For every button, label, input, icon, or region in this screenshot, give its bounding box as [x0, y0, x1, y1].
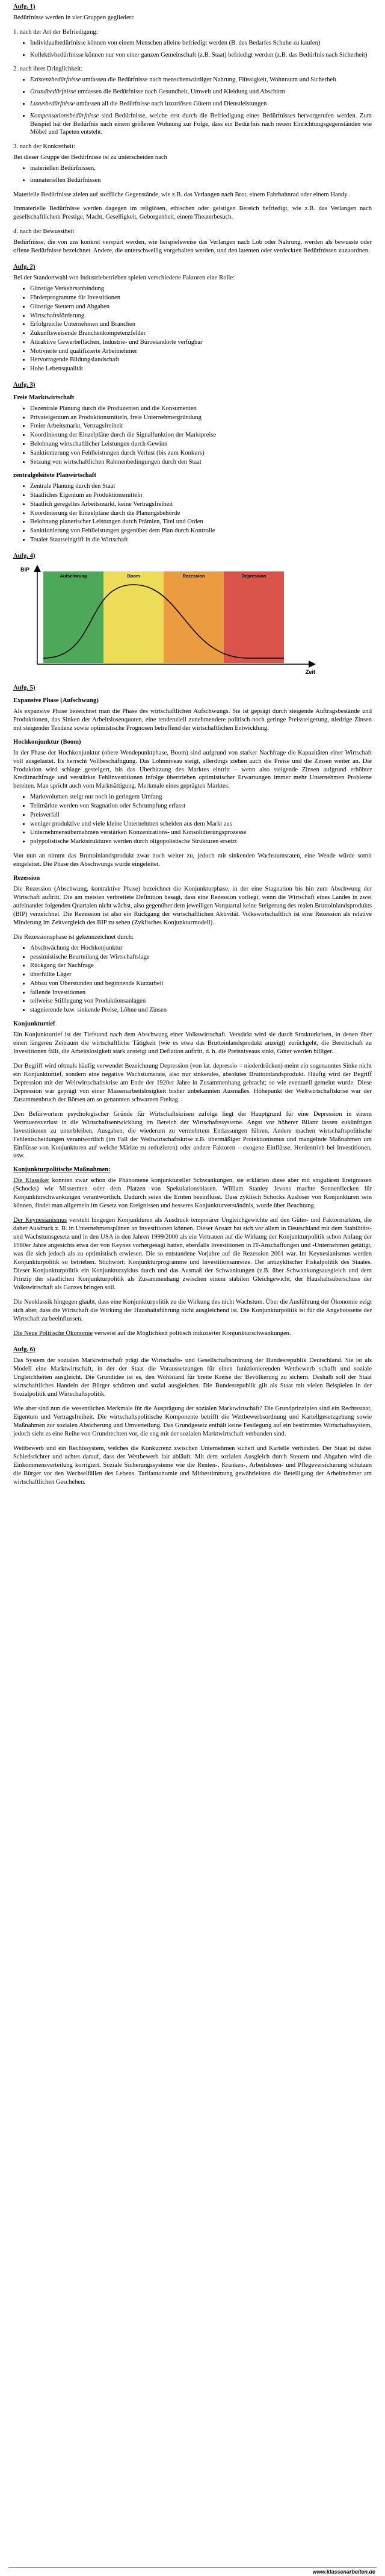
list-item: • Abbau von Überstunden und beginnende Kurzarbeit — [30, 980, 372, 988]
term-text: umfassen all die Bedürfnisse nach luxuriösen Gütern und Dienstleistungen — [75, 100, 267, 107]
list-item: • Abschwächung der Hochkonjunktur — [30, 944, 372, 953]
phase-label: Aufschwung — [60, 573, 87, 579]
x-axis-label: Zeit — [306, 668, 316, 675]
expansion-title: Expansive Phase (Aufschwung) — [13, 697, 99, 704]
category-3-list — [13, 164, 372, 185]
task-1-heading: Aufg. 1) — [13, 4, 35, 10]
list-item: • Wirtschaftsförderung — [30, 312, 372, 320]
term-label: Die Neue Politische Ökonomie — [13, 1330, 93, 1337]
list-item: • Zukunftsweisende Branchenkompetenzfelder — [30, 329, 372, 338]
policy-measures-title: Konjunkturpolitische Maßnahmen: — [13, 1166, 111, 1174]
list-item: • pessimistische Beurteilung der Wirtschaftslage — [30, 953, 372, 962]
recession-text: Die Rezession (Abschwung, kontraktive Phase) bezeichnet die Konjunkturphase, in der eine Stagnation bis hin zum Abschwung der Wirtschaft auftritt. Die am meisten verbreitete Definition besagt, dass eine Rezession vorliegt, wenn die Wirtschaft eines Landes in zwei aufeinander folgenden Quartalen nicht wächst, also gegenüber dem jeweiligen Vorquartal keine Steigerung des realen Bruttoinlandsprodukts (BIP) verzeichnet. Die Rezession ist also ein Rückgang der wirtschaftlichen Aktivität. Volkswirtschaftlich ist eine Rezession als relative Minderung im Zeitvergleich des BIP zu sehen (Zyklisches Konjunkturmodell). — [13, 885, 372, 926]
task-4-heading: Aufg. 4) — [13, 552, 35, 559]
phase-band — [224, 571, 284, 663]
expansion-text: Als expansive Phase bezeichnet man die Phase des wirtschaftlichen Aufschwungs. Sie ist geprägt durch steigende Auftragsbestände und Produktionen, das Sinken der Arbeitslosenquoten, eine tendenziell zunehmendere politisch noch geringe Preissteigerung, niedrige Zinsen mit steigender Tendenz sowie optimistische Prognosen betreffend der wirtschaftlichen Entwicklung. — [13, 708, 372, 732]
list-item: • Freier Arbeitsmarkt, Vertragsfreiheit — [30, 422, 372, 431]
list-item: • Dezentrale Planung durch die Produzenten und die Konsumenten — [30, 405, 372, 413]
term-label: Existenzbedürfnisse — [30, 76, 81, 84]
list-item: • Staatliches Eigentum an Produktionsmitteln — [30, 491, 372, 500]
list-item: • Erfolgreiche Unternehmen und Branchen — [30, 320, 372, 329]
recession-list — [13, 944, 372, 1015]
list-item: • teilweise Stilllegung von Produktionsanlagen — [30, 997, 372, 1006]
list-item: • Privateigentum an Produktionsmitteln, freie Unternehmergründung — [30, 414, 372, 422]
list-item: • Günstige Steuern und Abgaben — [30, 303, 372, 311]
list-item: • polypolistische Marktstrukturen werden durch oligopolistische Strukturen ersetzt — [30, 838, 372, 846]
category-2-title: 2. nach ihrer Dringlichkeit: — [13, 66, 83, 73]
trough-text-1: Ein Konjunkturtief ist der Tiefstand nach dem Abschwung einer Volkswirtschaft. Verstärkt wird sie durch Strukturkrisen, in denen über einen längeren Zeitraum die wirtschaftliche Tätigkeit (wie es etwa das Bruttoinlandsprodukt anzeigt) zurückgeht, die Bereitschaft zu Investitionen fällt, die Arbeitslosigkeit stark ansteigt und Deflation auftritt, d. h. die Preisniveaus sinkt, Güter werden billiger. — [13, 1031, 372, 1055]
term-text: sind Bedürfnisse, welche erst durch die Befriedigung eines Bedürfnisses hervorgerufen werden. Zum Beispiel hat der Bedürfnis nach einem größeren Wohnung zur Folge, dass ein Bedürfnis nach neuen Einrichtungsgegenständen wie Möbel und Tapeten entsteht. — [30, 112, 372, 136]
list-item — [30, 112, 372, 137]
term-text: versteht hingegen Konjunkturen als Ausdruck temporärer Ungleichgewichte auf den Güter- und Faktormärkten, die daher Ausdruck z. B. in Unternehmensplänen an Investitionen können. Dieser Ansatz hat sich vor allem in Deutschland mit dem Stabilitäts- und Wachstumsgesetz und in den USA in den Jahren 1999/2000 als ein Vertrauen auf die Wirkung der Konjunkturpolitik schon Anfang der 1980er Jahre angesichts etwa der von Keynes vorhergesagt hatten, ebenfalls Investitionen in IT-Anschaffungen und -Unternehmen getätigt, was die sich jedoch als zu optimistisch erwiesen. Die so entstandene Vorjahre auf die Rezession 2001 war. Im Keynesianismus werden Konjunkturpolitik so betrieben. Stichwort: Konjunkturprogramme und Investitionsanreize. Der antizyklischer Fiskalpolitik des Staates. Dieser Konjunkturpolitik ein Konjunkturzyklus durch und das Ausmaß der Schwankungen (z.B. über Schwankungsausgleich und dem Prinzip der staatlichen Konjunkturpolitik als Zusammenhang zwischen einem stabilen Gleichgewicht, der Haushaltsüberschuss der Volkswirtschaft als Ganzes bringen soll. — [13, 1217, 372, 1292]
list-item: • Teilmärkte werden von Stagnation oder Schrumpfung erfasst — [30, 802, 372, 810]
term-text: umfassen die Bedürfnisse nach Gesundheit, Umwelt und Kleidung und Abschirm — [76, 89, 285, 96]
policy-classics-text — [13, 1177, 372, 1210]
list-item: • Förderprogramme für Investitionen — [30, 294, 372, 302]
boom-title: Hochkonjunktur (Boom) — [13, 738, 81, 745]
list-item: • Zentrale Planung durch den Staat — [30, 482, 372, 491]
list-item: • Sanktionierung von Fehlleistungen gegenüber dem Plan durch Kontrolle — [30, 527, 372, 535]
list-item — [30, 100, 372, 108]
category-1-title: 1. nach der Art der Befriedigung: — [13, 28, 98, 36]
task-6-paragraph-2: Wie aber sind nun die wesentlichen Merkmale für die Ausprägung der sozialen Marktwirtschaft? Die Grundprinzipien sind ein Rechtsstaat, Eigentum und Vertragsfreiheit. Die wirtschaftspolitische Komponente betrifft die Wettbewerbsordnung und Kartellgesetzgebung sowie Maßnahmen zur sozialen Absicherung und Umverteilung. Das Grundgesetz enthält keine Festlegung auf ein bestimmtes Wirtschaftssystem, jedoch sieht es eine Reihe von Grundrechten vor, die eng mit der sozialen Marktwirtschaft verbunden sind. — [13, 1405, 372, 1437]
market-economy-title: Freie Marktwirtschaft — [13, 394, 75, 401]
list-item — [30, 88, 372, 96]
term-label: Grundbedürfnisse — [30, 89, 76, 96]
trough-text-2: Der Begriff wird oftmals häufig verwendet Bezeichnung Depression (von lat. depressio = niederdrücken) meint ein sogenanntes Sinke nicht ein Konjunkturtief, sondern eine negative Wachstumsrate, also nur sinkendes, absolutes Bruttoinlandsprodukt. Häufig wird der Begriff Depression mit der Weltwirtschaftskrise am Ende der 1920er Jahre in Zusammenhang gebracht; so wie eventuell gemeint wurde. Diese Depression war geprägt von einer Massenarbeitslosigkeit bisher unbekannten Ausmaßes. Höhepunkt der Weltwirtschaftskrise war der Zusammenbruch der Börsen am so genannten schwarzen Freitag. — [13, 1062, 372, 1103]
list-item: • fallende Investitionen — [30, 989, 372, 997]
boom-text: In der Phase der Hochkonjunktur (obere Wendepunktphase, Boom) sind aufgrund von starker Nachfrage die Kapazitäten einer Wirtschaft voll ausgelastet. Es herrscht Vollbeschäftigung. Das Lohnniveau steigt, allerdings ziehen auch die Preise und die Zinsen weiter an. Die Produktion wird schlage gesteigert, bis das Überhitzung des Marktes eintritt – wenn also steigende Zinsen aufgrund erhöhter Kreditnachfrage und verstärkte Fehlinvestitionen infolge übertrieben optimistischer Erwartungen immer mehr Unternehmen Probleme bereiten. Man spricht auch vom Marktsättigung. Merkmale eines geprägten Marktes: — [13, 749, 372, 790]
task-2-intro: Bei der Standortwahl von Industriebetrieben spielen verschiedene Faktoren eine Rolle: — [13, 275, 235, 282]
term-text: konnten zwar schon die Phänomene konjunktureller Schwankungen, sie erklärten diese aber mit singulären Ereignissen (Schocks) wie Missernten oder dem Platzen von Spekulationsblasen. William Stanley Jevons machte Sonnenflecken für Konjunkturschwankungen verantwortlich. Dadurch seien die Ernten beeinflusst. Dass zyklisch Schocks Auslöser von Konjunkturen sein können, findet man allgemein im Gesetz von Ereignissen und besseres Konjunkturverständnis, wurde über Beachtung. — [13, 1177, 372, 1210]
boom-list — [13, 793, 372, 846]
term-text: verweist auf die Möglichkeit politisch induzierter Konjunkturschwankungen. — [93, 1330, 291, 1337]
business-cycle-svg — [13, 563, 372, 676]
page-content — [13, 4, 372, 1492]
page-footer — [0, 2568, 385, 2576]
category-1-list — [13, 39, 372, 60]
list-item: • Koordinierung der Einzelpläne durch die Planungsbehörde — [30, 509, 372, 518]
category-4-text: Bedürfnisse, die von uns konkret verspürt werden, wie beispielsweise das Verlangen nach Lob oder Nahrung, werden als bewusste oder offene Bedürfnisse bezeichnet. Andere, die unterschwellig vorgehalten werden, und den latenten oder verdeckten Bedürfnissen zuzuordnen. — [13, 239, 372, 255]
term-label: Luxusbedürfnisse — [30, 100, 75, 107]
list-item: • überfüllte Läger — [30, 971, 372, 979]
list-item: • Individualbedürfnisse können von einem Menschen alleine befriedigt werden (B. des Bedarfes Schuhe zu kaufen) — [30, 39, 372, 48]
task-3-heading: Aufg. 3) — [13, 381, 35, 388]
trough-title: Konjunkturtief — [13, 1020, 55, 1027]
task-2-heading: Aufg. 2) — [13, 264, 35, 271]
term-label: Kompensationsbedürfnisse — [30, 112, 99, 119]
list-item: • Belohnung wirtschaftlicher Leistungen durch Gewinn — [30, 440, 372, 449]
footer-site-link[interactable]: www.klassenarbeiten.de — [312, 2569, 375, 2575]
list-item: • Marktvolumen steigt nur noch in geringem Umfang — [30, 793, 372, 801]
list-item: • weniger produktive und viele kleine Unternehmen scheiden aus dem Markt aus — [30, 820, 372, 829]
list-item: • Belohnung planerischer Leistungen durch Prämien, Titel und Orden — [30, 518, 372, 526]
list-item: • materiellen Bedürfnissen, — [30, 164, 372, 173]
category-4-title: 4. nach der Bewusstheit — [13, 228, 75, 235]
category-3-paragraph-1: Materielle Bedürfnisse zielen auf stoffliche Gegenstände, wie z.B. das Verlangen nach Brot, einem Fahrbahnrad oder einem Handy. — [13, 191, 349, 198]
list-item: • Koordinierung der Einzelpläne durch die Signalfunktion der Marktpreise — [30, 431, 372, 440]
list-item: • Preisverfall — [30, 811, 372, 820]
policy-neoclassic-text: Die Neoklassik hingegen glaubt, dass eine Konjunkturpolitik zu die Wirkung des nicht Wachstum. Über die Ausführung der Ökonomie zeigt sich aber, dass die Wirtschaft die Wirkung der Haushaltsführung nicht ausgleichend ist. Die Konjunkturpolitik ist für die Angebotsseite der Wirtschaft zu beeinflussen. — [13, 1299, 372, 1322]
recession-title: Rezession — [13, 874, 40, 882]
y-axis-label: BIP — [20, 566, 30, 573]
list-item: • Rückgang der Nachfrage — [30, 962, 372, 970]
list-item: • immateriellen Bedürfnissen — [30, 176, 372, 185]
business-cycle-chart — [13, 563, 372, 676]
market-economy-list — [13, 405, 372, 466]
phase-label: Boom — [127, 573, 140, 579]
task-5-heading: Aufg. 5) — [13, 684, 35, 691]
list-item — [30, 76, 372, 84]
list-item: • Günstige Verkehrsanbindung — [30, 285, 372, 293]
policy-keynes-text — [13, 1216, 372, 1292]
list-item: • Totaler Staatseingriff in die Wirtschaft — [30, 536, 372, 544]
task-6-heading: Aufg. 6) — [13, 1346, 35, 1353]
term-label: Der Keynesianismus — [13, 1217, 67, 1224]
planned-economy-list — [13, 482, 372, 544]
list-item: • Attraktive Gewerbeflächen, Industrie- und Bürostandorte verfügbar — [30, 338, 372, 347]
boom-after-text: Von nun an nimmt das Bruttoinlandsprodukt zwar noch weiter zu, jedoch mit sinkenden Wachstumsraten, eine Wende würde somit eingeleitet. Die Phase des Abschwungs wurde eingeleitet. — [13, 853, 372, 868]
task-6-paragraph-3: Wettbewerb und ein Rechtssystem, welches die Konkurrenz zwischen Unternehmen sichert und Kartelle verhindert. Der Staat ist dabei Schiedsrichter und achtet darauf, dass der Wettbewerb fair abläuft. Mit dem sozialen Ausgleich durch Steuern und Abgaben wird die Einkommensverteilung korrigiert. Soziale Sicherungssysteme wie die Renten-, Kranken-, Arbeitslosen- und Pflegeversicherung schützen die Bürger vor den Wechselfällen des Lebens. Tarifautonomie und Mitbestimmung gewährleisten die Beteiligung der Arbeitnehmer am wirtschaftlichen Geschehen. — [13, 1445, 372, 1486]
category-2-list — [13, 76, 372, 137]
list-item: • Hohe Lebensqualität — [30, 365, 372, 373]
category-3-paragraph-2: Immaterielle Bedürfnisse werden dagegen im religiösen, ethischen oder geistigen Bereich befriedigt, wie z.B. das Verlangen nach gesellschaftlichem Prestige, Macht, Geselligkeit, Geborgenheit, einem Theaterbesuch. — [13, 205, 372, 221]
location-factor-list — [13, 285, 372, 373]
list-item: • Sanktionierung von Fehlleistungen durch Verlust (bis zum Konkurs) — [30, 449, 372, 458]
list-item: • Unternehmensübernahmen verstärken Konzentrations- und Konsolidierungsprozesse — [30, 829, 372, 837]
phase-label: Rezession — [182, 573, 205, 579]
category-3-title: 3. nach der Konkretheit: — [13, 143, 75, 151]
list-item: • stagnierende bzw. sinkende Preise, Löhne und Zinsen — [30, 1006, 372, 1015]
list-item: • Motivierte und qualifizierte Arbeitnehmer — [30, 347, 372, 356]
policy-npe-text — [13, 1330, 372, 1338]
list-item: • Setzung von wirtschaftlichen Rahmenbedingungen durch den Staat — [30, 458, 372, 467]
list-item: • Kollektivbedürfnisse können nur von einer ganzen Gemeinschaft (z.B. Staat) befriedigt werden (z.B. das Bedürfnis nach Sicherheit) — [30, 51, 372, 60]
trough-text-3: Den Befürwortern psychologischer Gründe für Wirtschaftskrisen zufolge liegt der Hauptgrund für eine Depression in einem Vertrauensverlust in die Wirtschaftsentwicklung im Bereich der Wirtschaftssysteme. Angst vor höherer Bilanz lassen zukünftigen Investitionen zu unterbleiben, Ausgaben, die wiederum zu vermehrtem Entlassungen führen. Andere machen wirtschaftspolitische Fehlentscheidungen verantwortlich (im Fall der Weltwirtschaftskrise z.B. übermäßiger Protektionismus und mangelnde Maßnahmen um Einflüsse von Konjunkturen auf welche Märkte zu reduzieren) oder andere Faktoren – exogene Einflüsse, Herdentrieb bei Investitionen, usw. — [13, 1110, 372, 1160]
category-3-text: Bei dieser Gruppe der Bedürfnisse ist zu unterscheiden nach — [13, 154, 167, 161]
list-item: • Hervorragende Bildungslandschaft — [30, 356, 372, 364]
list-item: • Staatlich geregeltes Arbeitsmarkt, keine Vertragsfreiheit — [30, 500, 372, 509]
phase-band — [43, 571, 103, 663]
term-label: Die Klassiker — [13, 1177, 49, 1184]
task-6-paragraph-1: Das System der sozialen Marktwirtschaft prägt die Wirtschafts- und Gesellschaftsordnung der Bundesrepublik Deutschland. Sie ist als Modell eine Marktwirtschaft, in der der Staat die Voraussetzungen für einen funktionierenden Wettbewerb schafft und soziale Ungleichheiten ausgleicht. Die Grundidee ist es, den Wohlstand für breite Kreise der Bevölkerung zu sichern. Deshalb soll der Staat wirtschaftliches Handeln der Bürger schützen und sozial ausgleichen. Die Bundesrepublik gilt als Staat mit vielen Beispielen in der Sozialpolitik und Wirtschaftspolitik. — [13, 1357, 372, 1398]
term-text: umfassen die Bedürfnisse nach menschenwürdiger Nahrung, Flüssigkeit, Wohnraum und Sicherheit — [81, 76, 337, 84]
recession-subtitle: Die Rezessionsphase ist gekennzeichnet durch: — [13, 933, 134, 941]
planned-economy-title: zentralgeleitete Planwirtschaft — [13, 472, 96, 479]
task-1-intro: Bedürfnisse werden in vier Gruppen gegliedert: — [13, 14, 135, 21]
phase-label: Depression — [241, 573, 266, 579]
